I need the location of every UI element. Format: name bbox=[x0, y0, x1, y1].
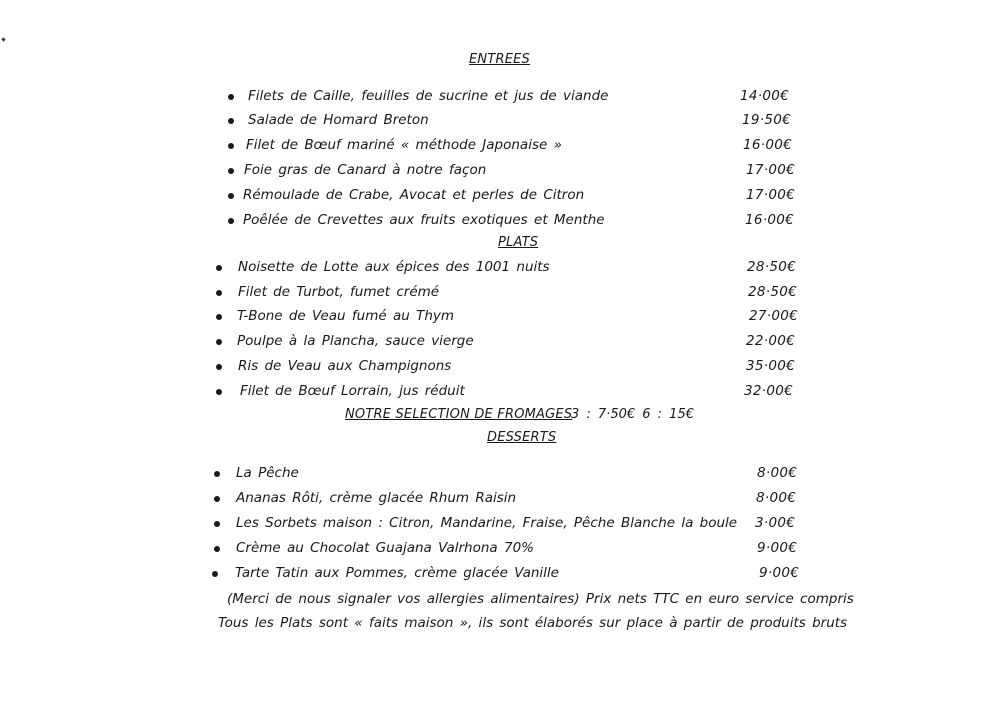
item-name: Filet de Bœuf mariné « méthode Japonaise » bbox=[246, 137, 562, 153]
item-name: Noisette de Lotte aux épices des 1001 nuits bbox=[238, 259, 550, 275]
homemade-note: Tous les Plats sont « faits maison », ils sont élaborés sur place à partir de produits bruts bbox=[218, 615, 848, 631]
item-name: Poulpe à la Plancha, sauce vierge bbox=[237, 333, 474, 349]
scan-mark bbox=[1, 37, 5, 41]
item-price: 27·00€ bbox=[749, 308, 799, 324]
item-name: La Pêche bbox=[236, 465, 299, 481]
allergy-note: (Merci de nous signaler vos allergies alimentaires) Prix nets TTC en euro service compris bbox=[227, 591, 854, 607]
bullet-icon bbox=[228, 118, 234, 124]
item-price: 9·00€ bbox=[757, 540, 798, 556]
item-name: Les Sorbets maison : Citron, Mandarine, Fraise, Pêche Blanche la boule bbox=[236, 515, 738, 531]
item-price: 35·00€ bbox=[746, 358, 796, 374]
item-price: 3·00€ bbox=[755, 515, 796, 531]
item-price: 19·50€ bbox=[742, 112, 792, 128]
item-name: Tarte Tatin aux Pommes, crème glacée Vanille bbox=[235, 565, 559, 581]
item-name: Salade de Homard Breton bbox=[248, 112, 429, 128]
item-price: 8·00€ bbox=[756, 490, 797, 506]
bullet-icon bbox=[216, 364, 222, 370]
item-price: 32·00€ bbox=[744, 383, 794, 399]
item-name: Crème au Chocolat Guajana Valrhona 70% bbox=[236, 540, 535, 556]
fromages-prices: 3 : 7·50€ 6 : 15€ bbox=[571, 407, 694, 422]
item-name: Filet de Turbot, fumet crémé bbox=[238, 284, 440, 300]
item-name: Rémoulade de Crabe, Avocat et perles de Citron bbox=[243, 187, 585, 203]
bullet-icon bbox=[216, 314, 222, 320]
item-price: 14·00€ bbox=[740, 88, 790, 104]
bullet-icon bbox=[214, 496, 220, 502]
bullet-icon bbox=[212, 571, 218, 577]
item-name: T-Bone de Veau fumé au Thym bbox=[237, 308, 455, 324]
item-name: Filet de Bœuf Lorrain, jus réduit bbox=[240, 383, 465, 399]
item-name: Foie gras de Canard à notre façon bbox=[244, 162, 487, 178]
item-price: 28·50€ bbox=[748, 284, 798, 300]
plats-heading: PLATS bbox=[498, 235, 539, 250]
bullet-icon bbox=[228, 143, 234, 149]
bullet-icon bbox=[228, 218, 234, 224]
item-name: Ris de Veau aux Champignons bbox=[238, 358, 452, 374]
bullet-icon bbox=[214, 521, 220, 527]
item-price: 17·00€ bbox=[746, 187, 796, 203]
bullet-icon bbox=[228, 94, 234, 100]
item-price: 28·50€ bbox=[747, 259, 797, 275]
bullet-icon bbox=[216, 265, 222, 271]
bullet-icon bbox=[228, 193, 234, 199]
bullet-icon bbox=[214, 546, 220, 552]
entrees-heading: ENTREES bbox=[469, 52, 530, 67]
item-price: 9·00€ bbox=[759, 565, 800, 581]
item-price: 8·00€ bbox=[757, 465, 798, 481]
fromages-heading: NOTRE SELECTION DE FROMAGES bbox=[345, 407, 573, 422]
bullet-icon bbox=[228, 168, 234, 174]
bullet-icon bbox=[216, 290, 222, 296]
bullet-icon bbox=[216, 339, 222, 345]
desserts-heading: DESSERTS bbox=[487, 430, 557, 445]
item-name: Filets de Caille, feuilles de sucrine et jus de viande bbox=[248, 88, 609, 104]
item-price: 22·00€ bbox=[746, 333, 796, 349]
bullet-icon bbox=[214, 471, 220, 477]
item-price: 16·00€ bbox=[743, 137, 793, 153]
item-name: Ananas Rôti, crème glacée Rhum Raisin bbox=[236, 490, 517, 506]
item-price: 16·00€ bbox=[745, 212, 795, 228]
bullet-icon bbox=[216, 389, 222, 395]
item-name: Poêlée de Crevettes aux fruits exotiques et Menthe bbox=[243, 212, 605, 228]
item-price: 17·00€ bbox=[746, 162, 796, 178]
